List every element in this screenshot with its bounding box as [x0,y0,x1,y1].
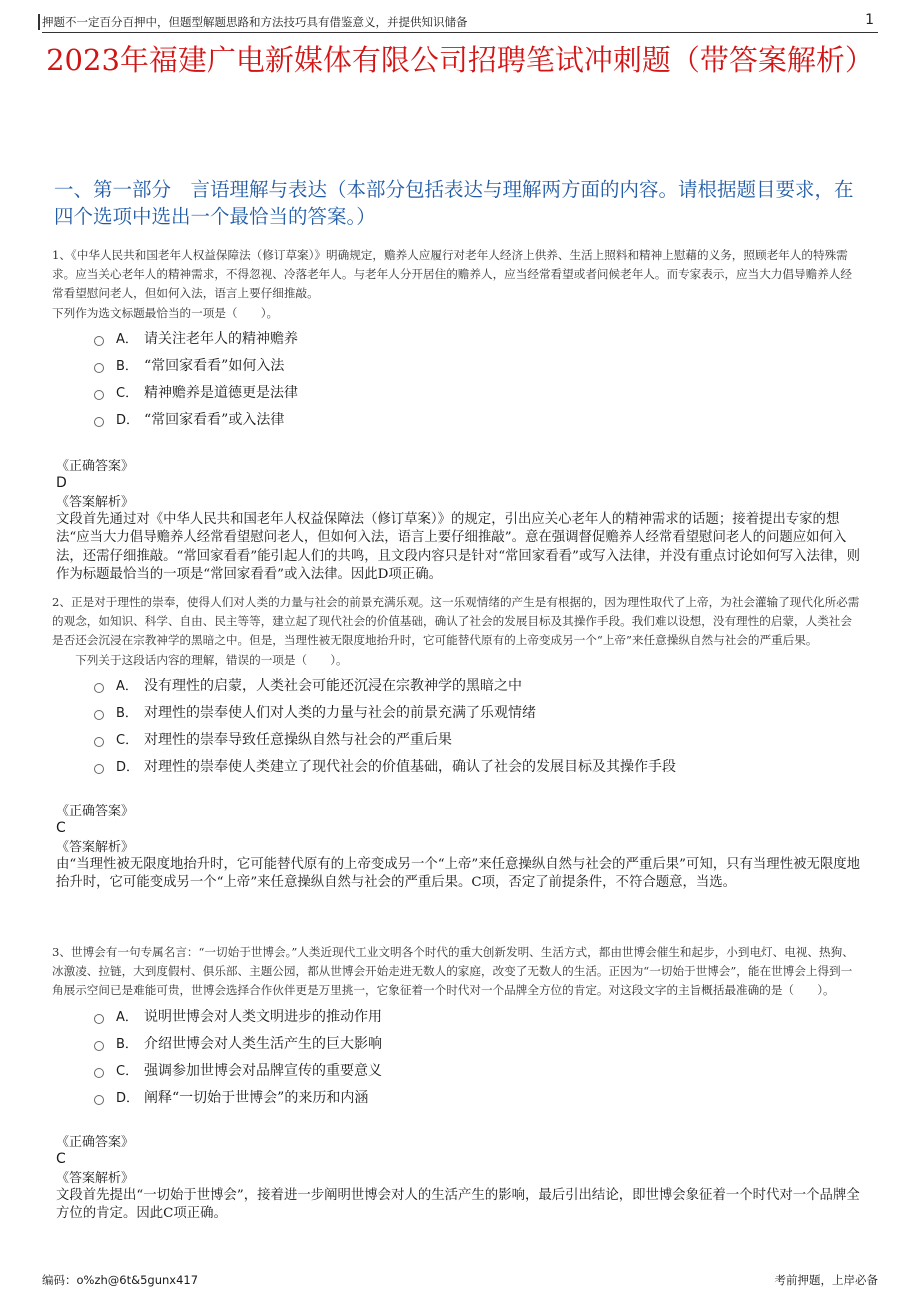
option-list [52,673,862,781]
explanation-text: 文段首先提出“一切始于世博会”，接着进一步阐明世博会对人的生活产生的影响，最后引出结论，即世博会象征着一个时代对一个品牌全方位的肯定。因此C项正确。 [56,1187,860,1222]
header-note: 押题不一定百分百押中，但题型解题思路和方法技巧具有借鉴意义，并提供知识储备 [42,15,468,29]
answer-value: C [56,819,66,836]
section-title: 一、第一部分 言语理解与表达（本部分包括表达与理解两方面的内容。请根据题目要求，在四个选项中选出一个最恰当的答案。） [54,178,854,228]
option-list [52,1004,862,1112]
question-prompt: 下列关于这段话内容的理解，错误的一项是（ ）。 [52,652,348,667]
radio-icon[interactable] [94,683,104,693]
question-stem: 1、《中华人民共和国老年人权益保障法（修订草案）》明确规定，赡养人应履行对老年人经济上供养、生活上照料和精神上慰藉的义务，照顾老年人的特殊需求。应当关心老年人的精神需求，不得忽视、冷落老年人。与老年人分开居住的赡养人，应当经常看望或者问候老年人。而专家表示，应当大力倡导赡养人经常看望慰问老人，但如何入法，语言上要仔细推敲。 [52,248,852,301]
answer-label: 《正确答案》 [56,458,135,474]
radio-icon[interactable] [94,710,104,720]
page-footer [42,1270,878,1290]
option-a[interactable]: A． 请关注老年人的精神赡养 [52,326,862,353]
page-number: 1 [865,12,874,28]
option-list [52,326,862,434]
explanation-label: 《答案解析》 [56,494,135,510]
answer-value: D [56,474,67,491]
footer-slogan: 考前押题，上岸必备 [774,1273,878,1287]
question-stem: 2、正是对于理性的崇奉，使得人们对人类的力量与社会的前景充满乐观。这一乐观情绪的产生是有根据的，因为理性取代了上帝，为社会灌输了现代化所必需的观念，如知识、科学、自由、民主等等，建立起了现代社会的价值基础，确认了社会的发展目标及其操作手段。我们难以设想，没有理性的启蒙，人类社会是否还会沉浸在宗教神学的黑暗之中。但是，当理性被无限度地抬升时，它可能替代原有的上帝变成另一个“上帝”来任意操纵自然与社会的严重后果。 [52,595,860,648]
explanation-text: 文段首先通过对《中华人民共和国老年人权益保障法（修订草案）》的规定，引出应关心老年人的精神需求的话题；接着提出专家的想法“应当大力倡导赡养人经常看望慰问老人，但如何入法，语言上要仔细推敲”。意在强调督促赡养人经常看望慰问老人的问题应如何入法，还需仔细推敲。“常回家看看”能引起人们的共鸣，且文段内容只是针对“常回家看看”或写入法律，并没有重点讨论如何写入法律，则作为标题最恰当的一项是“常回家看看”或入法律。因此D项正确。 [56,511,861,583]
option-a[interactable]: A． 说明世博会对人类文明进步的推动作用 [52,1004,862,1031]
radio-icon[interactable] [94,1014,104,1024]
option-c[interactable]: C． 对理性的崇奉导致任意操纵自然与社会的严重后果 [52,727,862,754]
answer-label: 《正确答案》 [56,803,135,819]
option-d[interactable]: D． 阐释“一切始于世博会”的来历和内涵 [52,1085,862,1112]
radio-icon[interactable] [94,737,104,747]
explanation-text: 由“当理性被无限度地抬升时，它可能替代原有的上帝变成另一个“上帝”来任意操纵自然与社会的严重后果”可知，只有当理性被无限度地抬升时，它可能变成另一个“上帝”来任意操纵自然与社会的严重后果。C项，否定了前提条件，不符合题意，当选。 [56,856,861,891]
option-c[interactable]: C． 精神赡养是道德更是法律 [52,380,862,407]
radio-icon[interactable] [94,336,104,346]
radio-icon[interactable] [94,1068,104,1078]
radio-icon[interactable] [94,390,104,400]
option-b[interactable]: B． “常回家看看”如何入法 [52,353,862,380]
explanation-label: 《答案解析》 [56,839,135,855]
question-prompt: 下列作为选文标题最恰当的一项是（ ）。 [52,305,279,320]
answer-value: C [56,1150,66,1167]
option-a[interactable]: A． 没有理性的启蒙，人类社会可能还沉浸在宗教神学的黑暗之中 [52,673,862,700]
question-3 [52,943,862,1224]
question-1 [52,246,862,585]
radio-icon[interactable] [94,1095,104,1105]
header-bracket [38,14,40,30]
radio-icon[interactable] [94,1041,104,1051]
radio-icon[interactable] [94,363,104,373]
answer-label: 《正确答案》 [56,1134,135,1150]
option-b[interactable]: B． 对理性的崇奉使人们对人类的力量与社会的前景充满了乐观情绪 [52,700,862,727]
explanation-label: 《答案解析》 [56,1170,135,1186]
radio-icon[interactable] [94,764,104,774]
question-2 [52,593,862,893]
page-header [42,12,878,33]
option-d[interactable]: D． “常回家看看”或入法律 [52,407,862,434]
option-c[interactable]: C． 强调参加世博会对品牌宣传的重要意义 [52,1058,862,1085]
option-b[interactable]: B． 介绍世博会对人类生活产生的巨大影响 [52,1031,862,1058]
document-title: 2023年福建广电新媒体有限公司招聘笔试冲刺题（带答案解析） [46,43,874,77]
footer-code: 编码：o%zh@6t&5gunx417 [42,1273,199,1287]
radio-icon[interactable] [94,417,104,427]
option-d[interactable]: D． 对理性的崇奉使人类建立了现代社会的价值基础，确认了社会的发展目标及其操作手段 [52,754,862,781]
question-stem: 3、世博会有一句专属名言：“一切始于世博会。”人类近现代工业文明各个时代的重大创新发明、生活方式，都由世博会催生和起步，小到电灯、电视、热狗、冰激凌、拉链，大到度假村、俱乐部、主题公园，都从世博会开始走进无数人的家庭，改变了无数人的生活。正因为“一切始于世博会”，能在世博会上得到一角展示空间已是难能可贵，世博会选择合作伙伴更是万里挑一，它象征着一个时代对一个品牌全方位的肯定。对这段文字的主旨概括最准确的是（ ）。 [52,945,854,998]
